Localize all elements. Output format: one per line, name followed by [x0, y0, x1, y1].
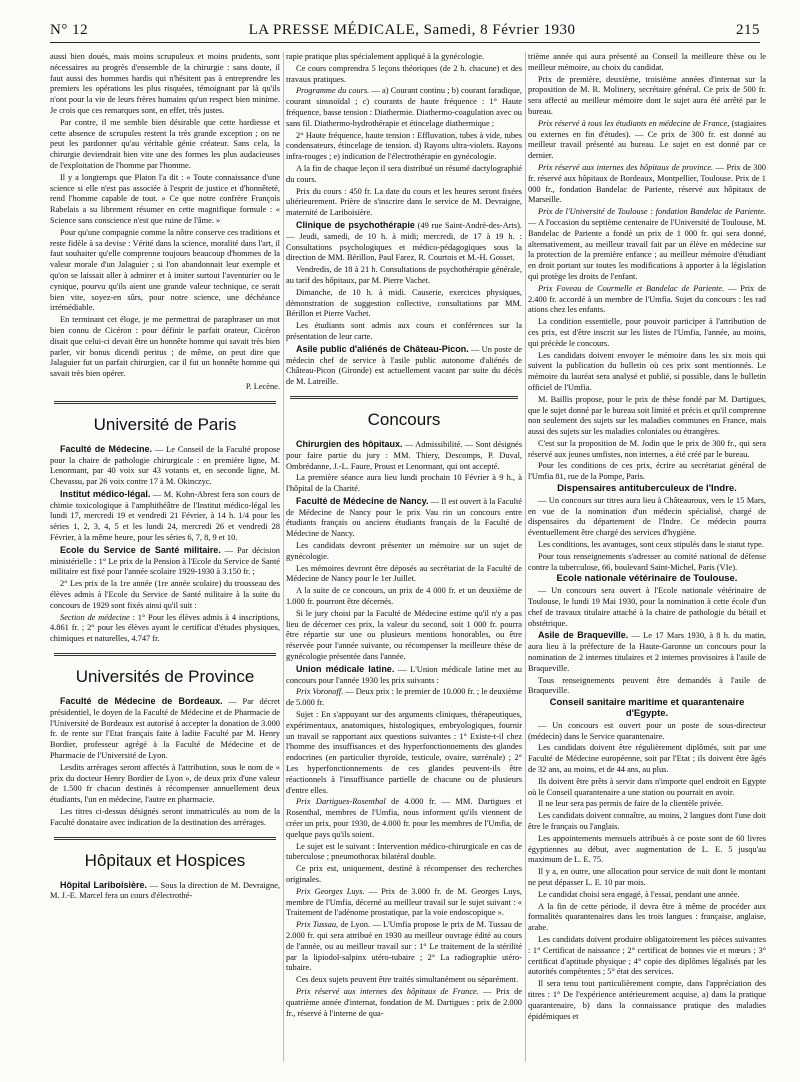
item-text: de 4.000 fr. — MM. Dartigues et Rosenthal, membres de l'Umfia, nous informent qu'ils viennent de créer un prix, pour 1930, de 4.000 fr. pour les membres de l'Umfia, de quelque pays qu'ils soient. — [286, 797, 522, 839]
section-rule — [54, 653, 276, 656]
paragraph: M. Baillis propose, pour le prix de thèse fondé par M. Dartigues, que le sujet donné par le bureau soit limité et précis et qu'il comprenne non seulement des sujets sur les maladies communes en France, mais aussi des sujets sur les maladies coloniales ou étrangères. — [528, 394, 766, 437]
signature: P. Lecène. — [245, 381, 280, 391]
paragraph: Il y a longtemps que Platon l'a dit : « Toute connaissance d'une science si elle n'est pas associée à l'esprit de justice et d'honnêteté, rend l'homme capable de tout. » Ce que notre confrère François Rabelais a su librement résumer en cette magnifique formule : « Science sans conscience n'est que ruine de l'âme. » — [50, 172, 280, 225]
italic-lead: Prix réservé aux internes des hôpitaux de province. — [538, 162, 714, 172]
paragraph: Prix de première, deuxième, troisième années d'internat sur la proposition de M. R. Molinery, secrétaire général. Ce prix de 500 fr. sera affecté au meilleur mémoire dont le sujet aura été arrêté par le bureau. — [528, 74, 766, 116]
item-text: , de Lyon. — L'Umfia propose le prix de M. Tussau de 2.000 fr. qui sera attribué en 1930 au meilleur ouvrage édité au cours de l'année, ou au meilleur travail sur : 1° Le traitement de la stérilité par la lipiodol-salpinx utéro-tubaire ; 2° La radiographie utéro-tubaire. — [286, 920, 522, 973]
section-heading: Hôpitaux et Hospices — [84, 850, 246, 870]
news-item — [50, 545, 280, 578]
item-text: — Prix de 300 fr. réservé aux hôpitaux de Bordeaux, Montpellier, Toulouse. Prix de 1 000 fr., fondation Bandelac de Pariente, réservé aux hôpitaux de Marseille. — [528, 162, 766, 205]
paragraph: Les candidats devront présenter un mémoire sur un sujet de gynécologie. — [286, 541, 522, 561]
item-heading: Asile de Braqueville. — [538, 630, 629, 641]
item-text: — Deux prix : le premier de 10.000 fr. ; le deuxième de 5.000 fr. — [286, 687, 522, 708]
item-heading: Faculté de Médecine de Nancy. — [296, 495, 429, 506]
section-rule — [54, 837, 276, 840]
italic-lead: Prix Dartigues-Rosenthal — [296, 797, 386, 807]
italic-lead: Prix Foveau de Courmelle et Bandelac de Pariente. — [538, 283, 725, 293]
news-item — [286, 220, 522, 264]
item-text: — Sous la direction de M. Devraigne, M. J.-E. Marcel fera un cours d'électrothé- — [50, 880, 280, 901]
column-3 — [528, 52, 766, 1072]
paragraph: Ces deux sujets peuvent être traités simultanément ou séparément. — [296, 975, 519, 985]
paragraph: 2° Les prix de la 1re année (1re année scolaire) du trousseau des élèves admis à l'Ecole du Service de Santé militaire à la suite du concours de 1929 sont fixés ainsi qu'il suit : — [50, 579, 280, 610]
item-text: — Un poste de médecin chef de service à l'asile public autonome d'aliénés de Château-Picon (Gironde) est actuellement vacant par suite du décès de M. Latreille. — [286, 344, 522, 387]
paragraph: Les candidats doivent connaître, au moins, 2 langues dont l'une doit être le français ou l'anglais. — [528, 811, 766, 831]
paragraph — [528, 119, 766, 162]
paragraph — [286, 920, 522, 974]
news-item — [50, 880, 280, 903]
news-item — [50, 696, 280, 762]
item-text: — Il est ouvert à la Faculté de Médecine de Nancy pour le prix Vau rin un concours entre étudiants français ou anciens étudiants français de la Faculté de Médecine de Nancy. — [286, 496, 522, 539]
news-item — [528, 630, 766, 674]
paragraph: aussi bien doués, mais moins scrupuleux et moins prudents, sont nécessaires au progrès d'ensemble de la chirurgie : sans doute, il faut aussi des hommes hardis qui n'hésitent pas à entreprendre les premiers les opérations les plus risquées, témoignant par là qu'ils n'ont pour la vie de leurs frères humains qu'un respect bien minime. Je crois que ces remarques sont, en effet, très justes. — [50, 52, 280, 115]
paragraph: Sujet : En s'appuyant sur des arguments cliniques, thérapeutiques, expérimentaux, anatomiques, histologiques, embryologiques, fournir un travail se rapportant aux questions suivantes : 1° Existe-t-il chez l'homme des insuffisances et des hyperfonctionnements des glandes endocrines (en particulier thyroïde, testicule, ovaire, surrénale) ; 2° Les hyperfonctionnements de ces glandes peuvent-ils être réactionnels à l'insuffisance partielle de chacune ou de plusieurs d'entre elles. — [286, 710, 522, 795]
paragraph: La première séance aura lieu lundi prochain 10 Février à 9 h., à l'hôpital de la Charité. — [286, 473, 522, 494]
paragraph: Les appointements mensuels attribués à ce poste sont de 60 livres égyptiennes au début, avec augmentation de L. E. 5 jusqu'au maximum de L. E. 75. — [528, 833, 766, 865]
paragraph: Le candidat choisi sera engagé, à l'essai, pendant une année. — [538, 889, 740, 899]
paragraph: trième année qui aura présenté au Conseil la meilleure thèse ou le meilleur mémoire, au choix du candidat. — [528, 52, 766, 72]
item-text: — Le 17 Mars 1930, à 8 h. du matin, aura lieu à la préfecture de la Haute-Garonne un concours pour la nomination de 2 internes titulaires et 2 internes provisoires à l'asile de Braqueville. — [528, 631, 766, 673]
paragraph: A la suite de ce concours, un prix de 4 000 fr. et un deuxième de 1.000 fr. pourront être décernés. — [286, 586, 522, 607]
item-text: — Par décision ministérielle : 1° Le prix de la Pension à l'Ecole du Service de Santé militaire est fixé pour l'année scolaire 1929-1930 à 3.150 fr. ; — [50, 545, 280, 577]
paragraph — [528, 207, 766, 283]
italic-lead: Prix réservé à tous les étudiants en médecine de France, — [538, 118, 730, 128]
news-item — [286, 664, 522, 687]
paragraph — [286, 987, 522, 1019]
item-text: : 1° Pour les élèves admis à 4 inscriptions, 4.861 fr. ; 2° pour les élèves ayant le certificat d'études physiques, chimiques et naturelles, 4.747 fr. — [50, 612, 280, 644]
paragraph: Dimanche, de 10 h. à midi. Causerie, exercices physiques, démonstration de suggestion collective, consultations par MM. Bérillon et Pierre Vachet. — [286, 287, 522, 319]
paragraph: Il y a, en outre, une allocation pour service de nuit dont le montant ne peut dépasser L. E. 10 par mois. — [528, 867, 766, 887]
item-text: — A l'occasion du septième centenaire de l'Université de Toulouse, M. Bandelac de Pariente a fondé un prix de 1 000 fr. qui sera donné, alternativement, au meilleur travail fait par un élève en médecine sur la protection de la première enfance ; au meilleur mémoire d'étudiant en droit portant sur toutes les modifications à apporter à la législation qui protège les droits de l'enfant. — [528, 217, 766, 281]
paragraph: A la fin de chaque leçon il sera distribué un résumé dactylographié du cours. — [286, 163, 522, 184]
italic-lead: Section de médecine — [60, 612, 130, 622]
italic-lead: Prix réservé aux internes des hôpitaux de France. — [296, 986, 479, 996]
item-text: — a) Courant continu ; b) courant faradique, courant sinusoïdal ; c) courants de haute fréquence : 1° Haute fréquence, basse tension : Diathermie. Diathermo-coagulation avec ou sans fil. Diathermo-hydrothérapie et étincelage diathermique ; — [286, 86, 522, 128]
item-text: — Admissibilité. — Sont désignés pour faire partie du jury : MM. Thiery, Descomps, P. Duval, Ombrédanne, J.-L. Faure, Proust et Lenormant, qui ont accepté. — [286, 439, 522, 471]
paragraph: Lesdits arrérages seront affectés à l'attribution, sous le nom de « prix du docteur Henry Bordier de Lyon », de deux prix d'une valeur de 1.500 fr chacun destinés à récompenser annuellement deux étudiants, l'un en médecine, l'autre en pharmacie. — [50, 762, 280, 805]
italic-lead: Prix Voronoff. — [296, 687, 344, 697]
item-text: — Prix de 2.400 fr. accordé à un membre de l'Umfia. Sujet du concours : les rad ations chez les enfants. — [528, 283, 766, 315]
paragraph: En terminant cet éloge, je me permettrai de paraphraser un mot bien connu de Cicéron : pour définir le parfait orateur, Cicéron disait que celui-ci devait être un honnête homme qui savait très bien parler, vir bonus dicendi peritus ; de même, on peut dire que Jalaguier fut un parfait chirurgien, car il fut un honnête homme qui savait très bien opérer. — [50, 315, 280, 379]
paragraph: Tous renseignements peuvent être demandés à l'asile de Braqueville. — [528, 675, 766, 696]
paragraph: A la fin de cette période, il devra être à même de procéder aux formalités quarantenaires dans les trois langues : française, anglaise, arabe. — [528, 901, 766, 933]
news-item — [50, 489, 280, 544]
paragraph: Si le jury choisi par la Faculté de Médecine estime qu'il n'y a pas lieu de décerner ces prix, la valeur du second, soit 1 000 fr. pourra être répartie sur une ou plusieurs mentions honorables, ou être réservée pour l'année suivante, ou récompenser la meilleure thèse de gynécologie présentée dans l'année. — [286, 608, 522, 662]
paragraph: C'est sur la proposition de M. Jodin que le prix de 300 fr., qui sera réservé aux jeunes umfistes, non internes, a été créé par le bureau. — [528, 438, 766, 459]
italic-lead: Prix Tussau — [296, 920, 337, 930]
paragraph: Il sera tenu tout particulièrement compte, dans l'appréciation des titres : 1° De l'expérience antérieurement acquise, a) dans la pratique quarantenaire, b) dans la connaissance pratique des maladies épidémiques et — [528, 979, 766, 1021]
paragraph: Les candidats doivent envoyer le mémoire dans les six mois qui suivent la publication du bulletin où ces prix sont mentionnés. Le mémoire du lauréat sera analysé et publié, si possible, dans le bulletin officiel de l'Umfia. — [528, 350, 766, 392]
item-heading: Dispensaires antituberculeux de l'Indre. — [557, 483, 737, 495]
section-heading: Université de Paris — [93, 414, 237, 434]
paragraph: — Un concours est ouvert pour un poste de sous-directeur (médecin) dans le Service quarantenaire. — [528, 720, 766, 741]
item-text: — Prix de 3.000 fr. de M. Georges Luys, membre de l'Umfia, décerné au meilleur travail sur le sujet suivant : « Traitement de l'adénome prostatique, par la voie endoscopique ». — [286, 886, 522, 918]
paragraph: Les candidats doivent produire obligatoirement les pièces suivantes : 1° Certificat de naissance ; 2° certificat de bonnes vie et mœurs ; 3° certificat d'aptitude physique ; 4° copie des diplômes légalisés par les autorités compétentes ; 5° état des services. — [528, 934, 766, 977]
paragraph — [528, 284, 766, 316]
item-heading: Institut médico-légal. — [60, 488, 151, 499]
paragraph: Pour les conditions de ces prix, écrire au secrétariat général de l'Umfia 81, rue de la Pompe, Paris. — [528, 461, 766, 482]
paragraph: Par contre, il me semble bien désirable que cette hardiesse et cette absence de scrupules restent la très grande exception ; on ne peut les pardonner qu'au véritable génie créateur. Sans cela, la chirurgie deviendrait bien vite une des formes les plus audacieuses de l'exploitation de l'homme par l'homme. — [50, 117, 280, 170]
issue-number: N° 12 — [50, 22, 89, 38]
news-item — [286, 344, 522, 388]
paragraph: Les titres ci-dessus désignés seront immatriculés au nom de la Faculté donataire avec indication de la destination des arrérages. — [50, 807, 280, 827]
paragraph — [286, 887, 522, 919]
section-rule — [290, 396, 518, 399]
paragraph: Vendredis, de 18 à 21 h. Consultations de psychothérapie générale, au tarif des hôpitaux, par M. Pierre Vachet. — [286, 265, 522, 285]
paragraph: Les conditions, les avantages, sont ceux stipulés dans le statut type. — [538, 540, 764, 550]
paragraph: Ce cours comprendra 5 leçons théoriques (de 2 h. chacune) et des travaux pratiques. — [286, 63, 522, 84]
section-rule — [54, 401, 276, 404]
news-item — [286, 496, 522, 540]
italic-lead: Programme du cours. — [296, 86, 370, 96]
news-item — [50, 444, 280, 488]
paragraph — [50, 613, 280, 645]
paragraph — [286, 86, 522, 129]
item-text: (49 rue Saint-André-des-Arts). — Jeudi, samedi, de 10 h. à midi; mercredi, de 17 à 19 h. : Consultations psychologiques et médico-pédagogiques sous la direction de MM. Bérillon, Paul Farez, R. Courtois et M.-H. Gosset. — [286, 220, 522, 263]
columns — [50, 52, 766, 1072]
news-item — [286, 439, 522, 472]
paragraph: Ils doivent être prêts à servir dans n'importe quel endroit en Egypte où le Conseil quarantenaire a une station ou pourrait en avoir. — [528, 776, 766, 797]
paragraph: La condition essentielle, pour pouvoir participer à l'attribution de ces prix, est d'être inscrit sur les listes de l'Umfia, l'année, au moins, qui précède le concours. — [528, 317, 766, 348]
column-1 — [50, 52, 280, 1072]
paragraph: Pour tous renseignements s'adresser au comité national de défense contre la tuberculose, 66, boulevard Saint-Michel, Paris (VIe). — [528, 551, 766, 572]
item-heading: Conseil sanitaire maritime et quarantenaire d'Egypte. — [549, 697, 745, 720]
item-heading: Faculté de Médecine. — [60, 443, 153, 454]
page-header — [50, 22, 760, 40]
item-heading: Ecole du Service de Santé militaire. — [60, 544, 221, 555]
paragraph: Il ne leur sera pas permis de faire de la clientèle privée. — [538, 799, 724, 809]
section-heading: Universités de Province — [75, 667, 255, 687]
item-text: (stagiaires ou externes en fin d'études). — Ce prix de 300 fr. est donné au meilleur travail présenté au bureau. Le sujet en est donné par ce dernier. — [528, 118, 766, 161]
paragraph: Les mémoires devront être déposés au secrétariat de la Faculté de Médecine de Nancy pour le 1er Juillet. — [286, 563, 522, 584]
paragraph: 2° Haute fréquence, haute tension : Effluvation, tubes à vide, tubes condensateurs, étincelage de tension. d) Rayons ultra-violets. Rayons infra-rouges ; e) indication de l'électrothérapie en gynécologie. — [286, 130, 522, 162]
paragraph: Les étudiants sont admis aux cours et conférences sur la présentation de leur carte. — [286, 321, 522, 341]
paragraph: Pour qu'une compagnie comme la nôtre conserve ces traditions et reste fidèle à sa devise : Vérité dans la science, moralité dans l'art, il faut souhaiter qu'elle comprenne toujours beaucoup d'hommes de la valeur morale d'un Jalaguier ; si l'on abandonnait leur exemple et qu'on se laissait aller à admirer et à imiter surtout l'aventurier ou le cynique, pourvu qu'ils aient une grande valeur technique, ce serait bien vite, soyez-en sûrs, pour notre science, une déchéance irrémédiable. — [50, 227, 280, 313]
item-text: — Prix de quatrième année d'internat, fondation de M. Dartigues : prix de 2.000 fr., réservé à l'interne de qua- — [286, 986, 522, 1018]
page-number: 215 — [735, 22, 760, 38]
item-heading: Union médicale latine. — [296, 663, 395, 674]
item-text: — L'Union médicale latine met au concours pour l'année 1930 les prix suivants : — [286, 664, 522, 685]
italic-lead: Prix Georges Luys. — [296, 886, 365, 896]
section-heading: Concours — [367, 409, 441, 429]
item-heading: Chirurgien des hôpitaux. — [296, 438, 403, 449]
paragraph: — Un concours sera ouvert à l'Ecole nationale vétérinaire de Toulouse, le lundi 19 Mai 1930, pour la nomination à cette école d'un chef de travaux titulaire attaché à la chaire de pathologie du bétail et obstétrique. — [528, 586, 766, 628]
italic-lead: Prix de l'Université de Toulouse : fondation Bandelac de Pariente. — [538, 207, 766, 217]
item-text: — Le Conseil de la Faculté propose pour la chaire de pathologie chirurgicale : en première ligne, M. Lenormant, par 40 voix sur 43 votants et, en seconde ligne, M. Chevassu, par 26 voix contre 17 à M. Okinczyc. — [50, 444, 280, 487]
item-heading: Asile public d'aliénés de Château-Picon. — [296, 343, 469, 354]
item-heading: Ecole nationale vétérinaire de Toulouse. — [556, 573, 738, 585]
paragraph: Les candidats doivent être régulièrement diplômés, soit par une Faculté de Médecine européenne, soit par l'Etat ; ils doivent être âgés de 32 ans, au moins, et de 44 ans, au plus. — [528, 743, 766, 774]
paragraph — [286, 797, 522, 840]
journal-title: LA PRESSE MÉDICALE, Samedi, 8 Février 1930 — [248, 22, 576, 38]
item-heading: Hôpital Lariboisière. — [60, 879, 148, 890]
paragraph: rapie pratique plus spécialement appliqué à la gynécologie. — [286, 52, 485, 61]
paragraph — [286, 687, 522, 709]
item-heading: Faculté de Médecine de Bordeaux. — [60, 696, 223, 707]
paragraph — [528, 163, 766, 206]
column-2 — [286, 52, 522, 1072]
item-text: — M. Kohn-Abrest fera son cours de chimie toxicologique à l'amphithéâtre de l'Institut médico-légal les lundi 17, mercredi 19 et vendredi 21 Février, à 14 h. 1/4 pour les séries 1, 2, 3, 4, 5 et les lundi 24, mercredi 26 et vendredi 28 Février, à la même heure, pour les séries 6, 7, 8, 9 et 10. — [50, 489, 280, 543]
paragraph: Le sujet est le suivant : Intervention médico-chirurgicale en cas de tuberculose ; pneumothorax bilatéral double. — [286, 841, 522, 862]
item-text: — Par décret présidentiel, le doyen de la Faculté de Médecine et de Pharmacie de l'Université de Bordeaux est autorisé à accepter la donation de 3.000 fr. de rente sur l'Etat français faite à ladite Faculté par M. Henry Bordier, professeur agrégé à la Faculté de Médecine et de Pharmacie de l'Université de Lyon. — [50, 697, 280, 761]
header-rule — [50, 42, 760, 43]
paragraph: Ce prix est, uniquement, destiné à récompenser des recherches originales. — [286, 864, 522, 884]
paragraph: Prix du cours : 450 fr. La date du cours et les heures seront fixées ultérieurement. Prière de s'inscrire dans le service de M. Devraigne, maternité de Lariboisière. — [286, 186, 522, 218]
paragraph: — Un concours sur titres aura lieu à Châteauroux, vers le 15 Mars, en vue de la nomination d'un médecin spécialisé, chargé de dispensaires du département de l'Indre. Ce médecin pourra éventuellement être chargé des services d'hygiène. — [528, 495, 766, 538]
item-heading: Clinique de psychothérapie — [296, 219, 415, 230]
